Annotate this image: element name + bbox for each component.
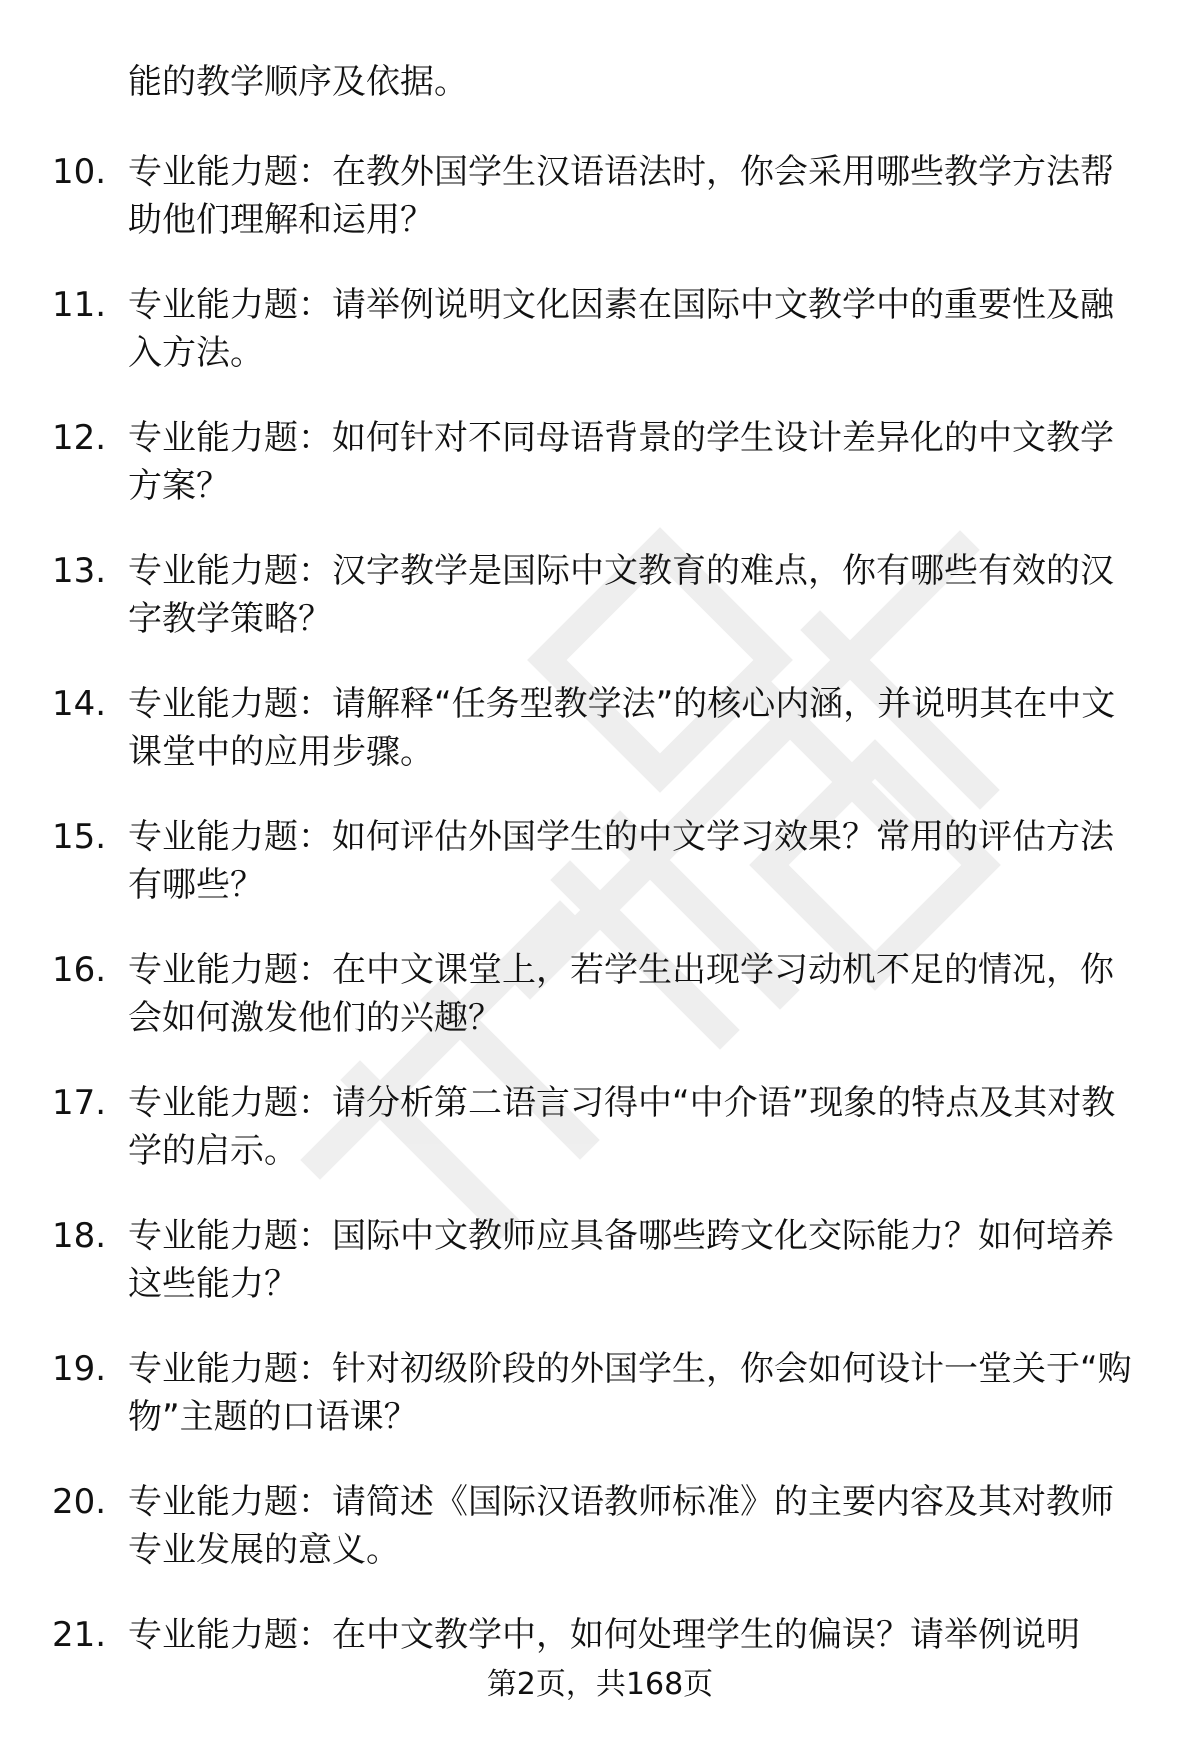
question-text: 专业能力题：请举例说明文化因素在国际中文教学中的重要性及融入方法。 <box>128 285 1114 373</box>
question-text: 专业能力题：请简述《国际汉语教师标准》的主要内容及其对教师专业发展的意义。 <box>128 1482 1114 1570</box>
question-item <box>0 1478 1200 1611</box>
question-number: 20. <box>52 1482 107 1522</box>
continued-question-text: 能的教学顺序及依据。 <box>128 62 468 102</box>
question-text: 专业能力题：请解释“任务型教学法”的核心内涵，并说明其在中文课堂中的应用步骤。 <box>128 684 1116 772</box>
question-text: 专业能力题：汉字教学是国际中文教育的难点，你有哪些有效的汉字教学策略？ <box>128 551 1114 639</box>
question-item <box>0 1212 1200 1345</box>
question-item <box>0 281 1200 414</box>
question-text: 专业能力题：针对初级阶段的外国学生，你会如何设计一堂关于“购物”主题的口语课？ <box>128 1349 1132 1437</box>
question-number: 14. <box>52 684 107 724</box>
question-item <box>0 946 1200 1079</box>
question-number: 11. <box>52 285 107 325</box>
question-number: 19. <box>52 1349 107 1389</box>
question-number: 21. <box>52 1615 107 1655</box>
question-item <box>0 1079 1200 1212</box>
page-footer <box>0 1665 1200 1705</box>
question-text: 专业能力题：请分析第二语言习得中“中介语”现象的特点及其对教学的启示。 <box>128 1083 1116 1171</box>
question-text: 专业能力题：如何评估外国学生的中文学习效果？常用的评估方法有哪些？ <box>128 817 1114 905</box>
page-number-label: 第2页，共168页 <box>486 1667 714 1702</box>
question-item <box>0 813 1200 946</box>
question-text: 专业能力题：在教外国学生汉语语法时，你会采用哪些教学方法帮助他们理解和运用？ <box>128 152 1114 240</box>
question-number: 15. <box>52 817 107 857</box>
question-list <box>0 148 1200 1744</box>
question-item <box>0 1345 1200 1478</box>
question-item <box>0 547 1200 680</box>
question-item <box>0 414 1200 547</box>
question-number: 17. <box>52 1083 107 1123</box>
question-number: 10. <box>52 152 107 192</box>
question-text: 专业能力题：国际中文教师应具备哪些跨文化交际能力？如何培养这些能力？ <box>128 1216 1114 1304</box>
question-number: 16. <box>52 950 107 990</box>
question-text: 专业能力题：如何针对不同母语背景的学生设计差异化的中文教学方案？ <box>128 418 1114 506</box>
question-item <box>0 148 1200 281</box>
question-number: 18. <box>52 1216 107 1256</box>
question-number: 13. <box>52 551 107 591</box>
question-text: 专业能力题：在中文教学中，如何处理学生的偏误？请举例说明 <box>128 1615 1080 1655</box>
question-item <box>0 680 1200 813</box>
question-text: 专业能力题：在中文课堂上，若学生出现学习动机不足的情况，你会如何激发他们的兴趣？ <box>128 950 1114 1038</box>
question-number: 12. <box>52 418 107 458</box>
